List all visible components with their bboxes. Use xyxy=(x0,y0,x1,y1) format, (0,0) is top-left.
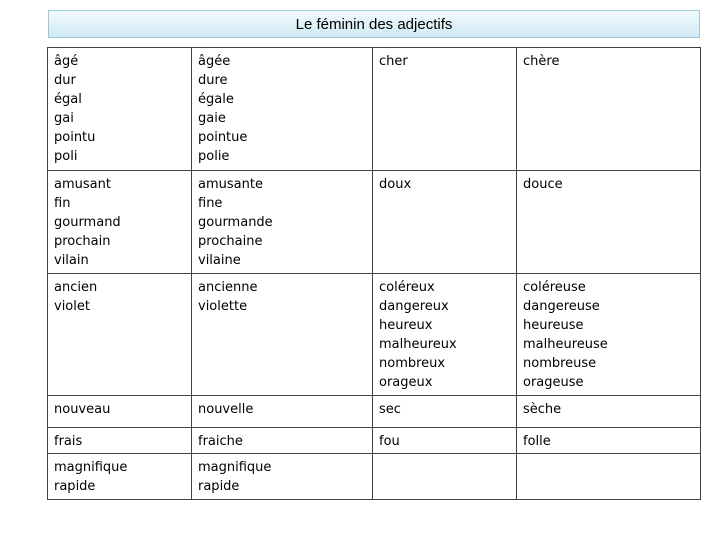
table-cell: âgée dure égale gaie pointue polie xyxy=(192,48,373,171)
table-row xyxy=(48,171,701,274)
table-cell: nouvelle xyxy=(192,396,373,428)
table-cell: âgé dur égal gai pointu poli xyxy=(48,48,192,171)
table-cell: ancien violet xyxy=(48,274,192,396)
table-cell: folle xyxy=(517,428,701,454)
table-row xyxy=(48,48,701,171)
table-cell: magnifique rapide xyxy=(48,454,192,500)
table-cell: nouveau xyxy=(48,396,192,428)
table-cell: douce xyxy=(517,171,701,274)
table-cell: fraiche xyxy=(192,428,373,454)
page-title: Le féminin des adjectifs xyxy=(48,10,700,38)
table-cell xyxy=(517,454,701,500)
table-cell: sèche xyxy=(517,396,701,428)
table-cell: amusante fine gourmande prochaine vilaine xyxy=(192,171,373,274)
table-cell: frais xyxy=(48,428,192,454)
table-cell: amusant fin gourmand prochain vilain xyxy=(48,171,192,274)
table-cell: coléreux dangereux heureux malheureux nombreux orageux xyxy=(373,274,517,396)
table-row xyxy=(48,454,701,500)
table-row xyxy=(48,274,701,396)
table-cell: doux xyxy=(373,171,517,274)
table-cell: cher xyxy=(373,48,517,171)
table-row xyxy=(48,428,701,454)
table-cell: chère xyxy=(517,48,701,171)
table-cell xyxy=(373,454,517,500)
table-cell: sec xyxy=(373,396,517,428)
table-cell: fou xyxy=(373,428,517,454)
table-cell: magnifique rapide xyxy=(192,454,373,500)
table-row xyxy=(48,396,701,428)
table-cell: ancienne violette xyxy=(192,274,373,396)
adjectives-table xyxy=(47,47,701,500)
table-cell: coléreuse dangereuse heureuse malheureuse nombreuse orageuse xyxy=(517,274,701,396)
